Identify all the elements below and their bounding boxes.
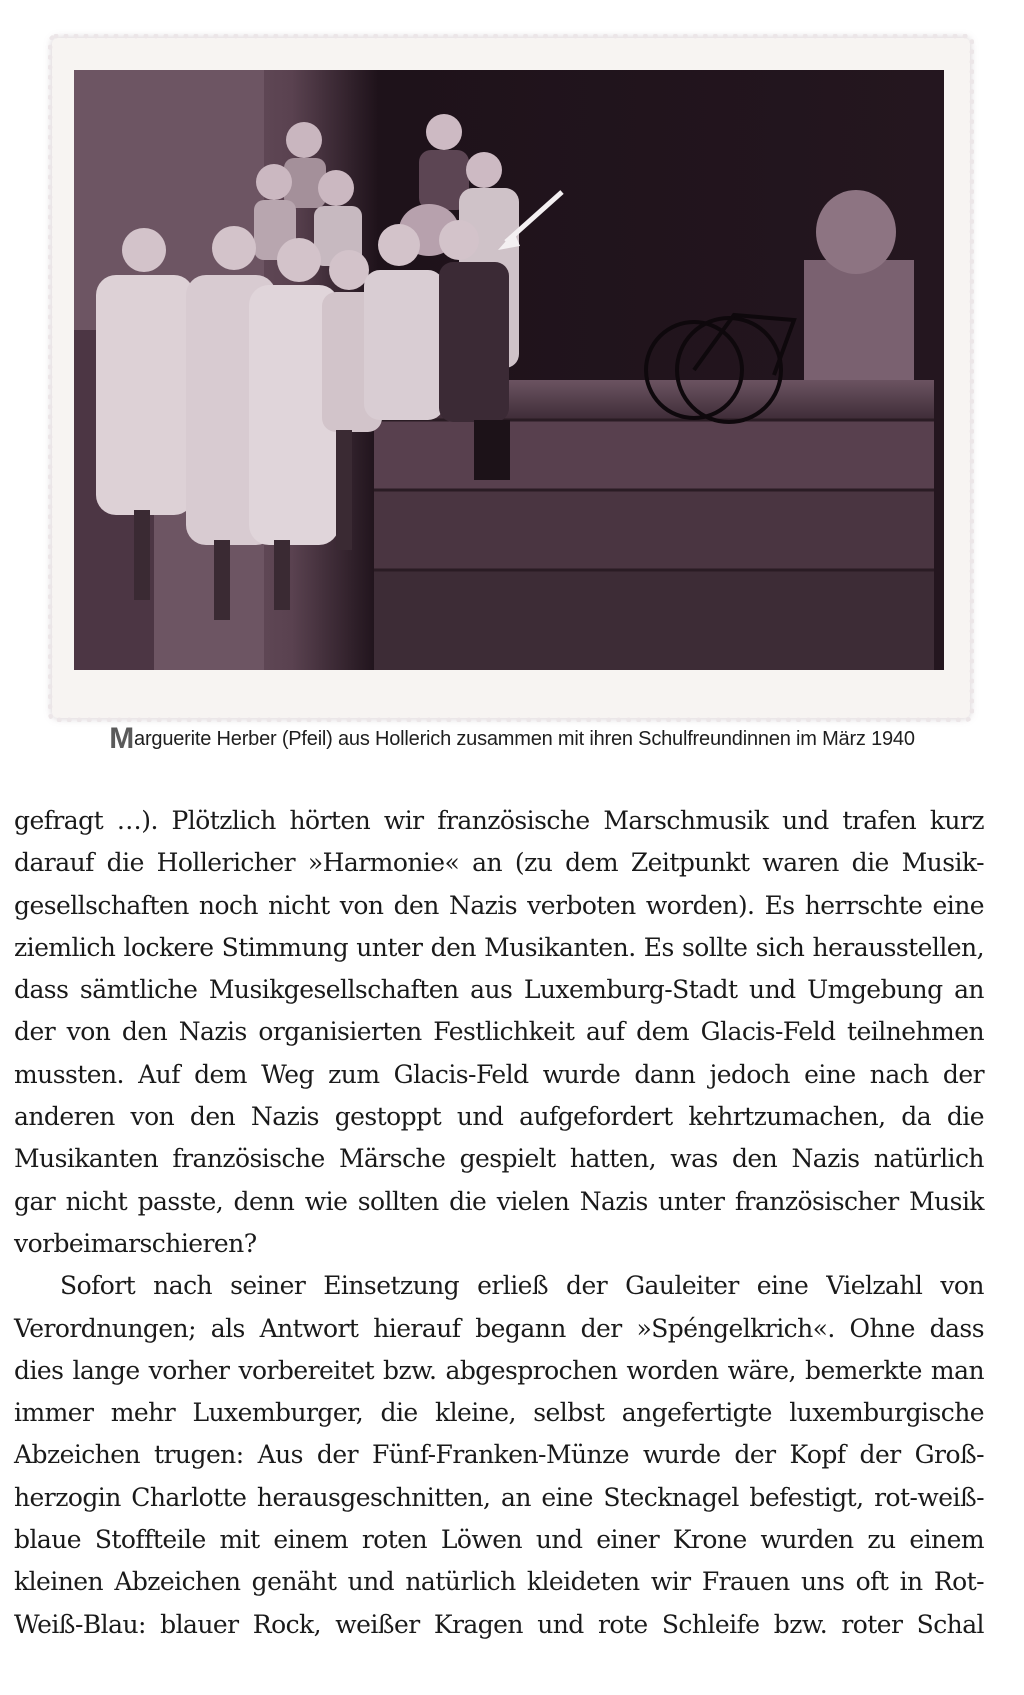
stone-ball bbox=[816, 190, 896, 274]
historical-photograph bbox=[74, 70, 944, 670]
caption-text: arguerite Herber (Pfeil) aus Hollerich zusammen mit ihren Schulfreundinnen im März 1940 bbox=[134, 728, 915, 750]
text-line: Musikanten französische Märsche gespielt hatten, was den Nazis natürlich bbox=[14, 1144, 984, 1174]
text-line: Verordnungen; als Antwort hierauf begann der »Spéngelkrich«. Ohne dass bbox=[14, 1313, 984, 1343]
text-line: gesellschaften noch nicht von den Nazis verboten worden). Es herrschte eine bbox=[14, 890, 984, 920]
text-line: dies lange vorher vorbereitet bzw. abgesprochen worden wäre, bemerkte man bbox=[14, 1355, 984, 1385]
text-line: vorbeimarschieren? bbox=[14, 1228, 257, 1258]
text-line: der von den Nazis organisierten Festlichkeit auf dem Glacis-Feld teilnehmen bbox=[14, 1017, 984, 1047]
text-line: mussten. Auf dem Weg zum Glacis-Feld wurde dann jedoch eine nach der bbox=[14, 1059, 984, 1089]
text-line: blaue Stoffteile mit einem roten Löwen und einer Krone wurden zu einem bbox=[14, 1525, 984, 1555]
text-line: darauf die Hollericher »Harmonie« an (zu dem Zeitpunkt waren die Musik- bbox=[14, 848, 984, 878]
photo-illustration bbox=[74, 70, 944, 670]
paragraph-2 bbox=[14, 1265, 984, 1646]
caption-initial: M bbox=[109, 722, 135, 755]
text-line: immer mehr Luxemburger, die kleine, selbst angefertigte luxemburgische bbox=[14, 1398, 984, 1428]
text-line: gefragt …). Plötzlich hörten wir französische Marschmusik und trafen kurz bbox=[14, 806, 984, 835]
text-line: herzogin Charlotte herausgeschnitten, an eine Stecknagel befestigt, rot-weiß- bbox=[14, 1482, 984, 1512]
text-line: gar nicht passte, denn wie sollten die vielen Nazis unter französischer Musik bbox=[14, 1186, 984, 1216]
body-text bbox=[14, 800, 984, 1646]
text-line: Weiß-Blau: blauer Rock, weißer Kragen und rote Schleife bzw. roter Schal bbox=[14, 1609, 984, 1639]
text-line: Sofort nach seiner Einsetzung erließ der Gauleiter eine Vielzahl von bbox=[60, 1271, 984, 1301]
paragraph-1 bbox=[14, 800, 984, 1265]
text-line: Abzeichen trugen: Aus der Fünf-Franken-Münze wurde der Kopf der Groß- bbox=[14, 1440, 984, 1470]
figure-caption bbox=[0, 722, 1024, 756]
text-line: kleinen Abzeichen genäht und natürlich kleideten wir Frauen uns oft in Rot- bbox=[14, 1567, 984, 1597]
text-line: ziemlich lockere Stimmung unter den Musikanten. Es sollte sich herausstellen, bbox=[14, 932, 984, 962]
text-line: anderen von den Nazis gestoppt und aufgefordert kehrtzumachen, da die bbox=[14, 1102, 984, 1132]
text-line: dass sämtliche Musikgesellschaften aus Luxemburg-Stadt und Umgebung an bbox=[14, 975, 984, 1005]
